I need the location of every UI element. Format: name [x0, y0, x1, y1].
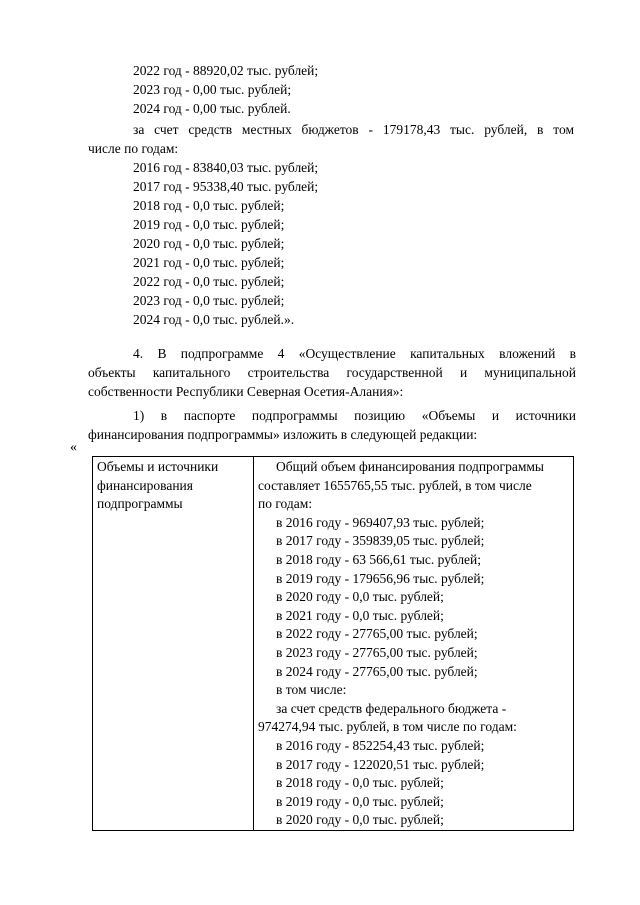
budget-line-2023: 2023 год - 0,00 тыс. рублей; — [133, 82, 292, 97]
section4-line-2: объекты капитального строительства государственной и муниципальной — [88, 365, 576, 380]
financing-details-cell — [254, 457, 574, 831]
section4-line-1: 4. В подпрограмме 4 «Осуществление капитальных вложений в — [133, 346, 576, 361]
budget-line-2022: 2022 год - 88920,02 тыс. рублей; — [133, 63, 319, 78]
item1-line-1: 1) в паспорте подпрограммы позицию «Объемы и источники — [133, 408, 576, 423]
position-label-line: Объемы и источники — [97, 459, 219, 474]
total-line-3: по годам: — [258, 496, 313, 512]
including-label: в том числе: — [276, 682, 347, 698]
year-line-2019: в 2019 году - 179656,96 тыс. рублей; — [276, 570, 485, 586]
federal-year-2016: в 2016 году - 852254,43 тыс. рублей; — [276, 737, 485, 753]
year-line-2016: в 2016 году - 969407,93 тыс. рублей; — [276, 514, 485, 530]
local-year-2023: 2023 год - 0,0 тыс. рублей; — [133, 293, 285, 308]
local-year-2019: 2019 год - 0,0 тыс. рублей; — [133, 217, 285, 232]
section4-line-3: собственности Республики Северная Осетия-Алания»: — [88, 384, 404, 399]
table-row — [93, 457, 574, 831]
local-year-2020: 2020 год - 0,0 тыс. рублей; — [133, 236, 285, 251]
year-line-2022: в 2022 году - 27765,00 тыс. рублей; — [276, 626, 478, 642]
federal-year-2020: в 2020 году - 0,0 тыс. рублей; — [276, 812, 444, 828]
local-year-2022: 2022 год - 0,0 тыс. рублей; — [133, 274, 285, 289]
position-label-line: подпрограммы — [97, 496, 183, 512]
position-label-line: финансирования — [97, 477, 193, 493]
year-line-2018: в 2018 году - 63 566,61 тыс. рублей; — [276, 551, 482, 567]
local-year-2016: 2016 год - 83840,03 тыс. рублей; — [133, 160, 319, 175]
budget-line-2024: 2024 год - 0,00 тыс. рублей. — [133, 101, 291, 116]
federal-year-2017: в 2017 году - 122020,51 тыс. рублей; — [276, 756, 485, 772]
year-line-2021: в 2021 году - 0,0 тыс. рублей; — [276, 607, 444, 623]
item1-line-2: финансирования подпрограммы» изложить в следующей редакции: — [88, 427, 478, 442]
year-line-2017: в 2017 году - 359839,05 тыс. рублей; — [276, 533, 485, 549]
federal-line-1: за счет средств федерального бюджета - — [276, 700, 507, 716]
opening-quote: « — [70, 440, 77, 455]
federal-line-2: 974274,94 тыс. рублей, в том числе по годам: — [258, 719, 517, 735]
position-label-cell — [93, 457, 254, 831]
total-line-2: составляет 1655765,55 тыс. рублей, в том числе — [258, 477, 532, 493]
federal-year-2018: в 2018 году - 0,0 тыс. рублей; — [276, 775, 444, 791]
financing-table — [92, 456, 574, 831]
year-line-2020: в 2020 году - 0,0 тыс. рублей; — [276, 589, 444, 605]
federal-year-2019: в 2019 году - 0,0 тыс. рублей; — [276, 793, 444, 809]
year-line-2023: в 2023 году - 27765,00 тыс. рублей; — [276, 644, 478, 660]
year-line-2024: в 2024 году - 27765,00 тыс. рублей; — [276, 663, 478, 679]
local-budget-line-1: за счет средств местных бюджетов - 179178,43 тыс. рублей, в том — [133, 122, 574, 137]
local-year-2017: 2017 год - 95338,40 тыс. рублей; — [133, 179, 319, 194]
local-budget-line-2: числе по годам: — [88, 141, 179, 156]
local-year-2021: 2021 год - 0,0 тыс. рублей; — [133, 255, 285, 270]
local-year-2024: 2024 год - 0,0 тыс. рублей.». — [133, 312, 295, 327]
total-line-1: Общий объем финансирования подпрограммы — [276, 459, 544, 474]
local-year-2018: 2018 год - 0,0 тыс. рублей; — [133, 198, 285, 213]
